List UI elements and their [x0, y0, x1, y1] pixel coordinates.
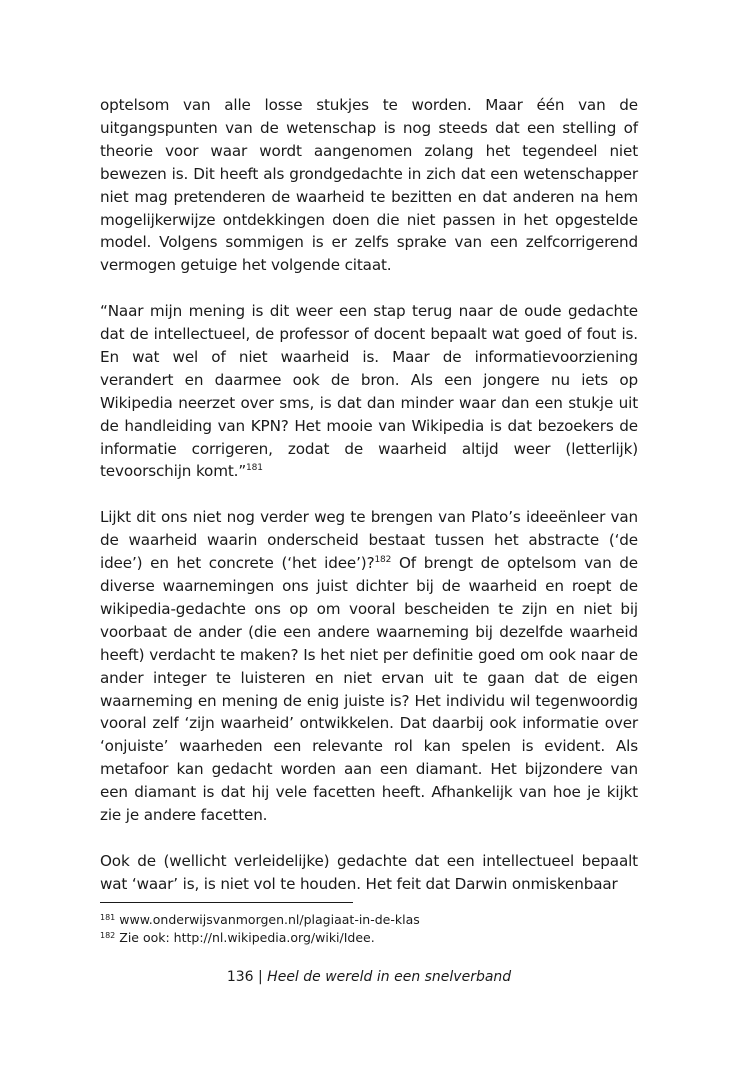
quote-text: “Naar mijn mening is dit weer een stap terug naar de oude gedachte dat de intellectueel, de professor of docent bepaalt wat goed of fout is. En wat wel of niet waarheid is. Maar de informatievoorziening verandert en daarmee ook de bron. Als een jongere nu iets op Wikipedia neerzet over sms, is dat dan minder waar dan een stukje uit de handleiding van KPN? Het mooie van Wikipedia is dat bezoekers de informatie corrigeren, zodat de waarheid altijd weer (letterlijk) tevoorschijn komt.”	[100, 302, 638, 481]
footnote-number: 181	[100, 913, 116, 922]
paragraph-1-text: optelsom van alle losse stukjes te worden. Maar één van de uitgangspunten van de wetenschap is nog steeds dat een stelling of theorie voor waar wordt aangenomen zolang het tegendeel niet bewezen is. Dit heeft als grondgedachte in zich dat een wetenschapper niet mag pretenderen de waarheid te bezitten en dat anderen na hem mogelijkerwijze ontdekkingen doen die niet passen in het opgestelde model. Volgens sommigen is er zelfs sprake van een zelfcorrigerend vermogen getuige het volgende citaat.	[100, 96, 638, 275]
footnote-181	[100, 911, 638, 929]
paragraph-3	[100, 506, 638, 827]
body-text	[100, 94, 638, 919]
paragraph-3-text-after: Of brengt de optelsom van de diverse waarnemingen ons juist dichter bij de waarheid en roept de wikipedia-gedachte ons op om vooral bescheiden te zijn en niet bij voorbaat de ander (die een andere waarneming bij dezelfde waarheid heeft) verdacht te maken? Is het niet per definitie goed om ook naar de ander integer te luisteren en niet ervan uit te gaan dat de eigen waarneming en mening de enig juiste is? Het individu wil tegenwoordig vooral zelf ‘zijn waarheid’ ontwikkelen. Dat daarbij ook informatie over ‘onjuiste’ waarheden een relevante rol kan spelen is evident. Als metafoor kan gedacht worden aan een diamant. Het bijzondere van een diamant is dat hij vele facetten heeft. Afhankelijk van hoe je kijkt zie je andere facetten.	[100, 554, 638, 825]
footnote-text: www.onderwijsvanmorgen.nl/plagiaat-in-de-klas	[115, 912, 420, 927]
page-number: 136	[226, 969, 254, 985]
footnote-ref-181[interactable]: 181	[246, 463, 263, 474]
paragraph-4	[100, 850, 638, 896]
paragraph-4-text: Ook de (wellicht verleidelijke) gedachte dat een intellectueel bepaalt wat ‘waar’ is, is niet vol te houden. Het feit dat Darwin onmiskenbaar	[100, 851, 638, 893]
footnote-divider	[100, 902, 353, 903]
book-title: Heel de wereld in een snelverband	[267, 969, 512, 985]
paragraph-1	[100, 94, 638, 277]
footnote-text: Zie ook: http://nl.wikipedia.org/wiki/Idee.	[115, 930, 375, 945]
footer-separator: |	[253, 969, 268, 985]
footnote-ref-182[interactable]: 182	[374, 555, 392, 566]
page-footer	[0, 967, 738, 987]
footnote-182	[100, 929, 638, 947]
footnote-number: 182	[100, 931, 116, 940]
quote-paragraph	[100, 300, 638, 483]
footnotes	[100, 911, 638, 947]
paragraph-3-text-before: Lijkt dit ons niet nog verder weg te brengen van Plato’s ideeënleer van de waarheid waarin onderscheid bestaat tussen het abstracte (‘de idee’) en het concrete (‘het idee’)?	[100, 508, 638, 573]
